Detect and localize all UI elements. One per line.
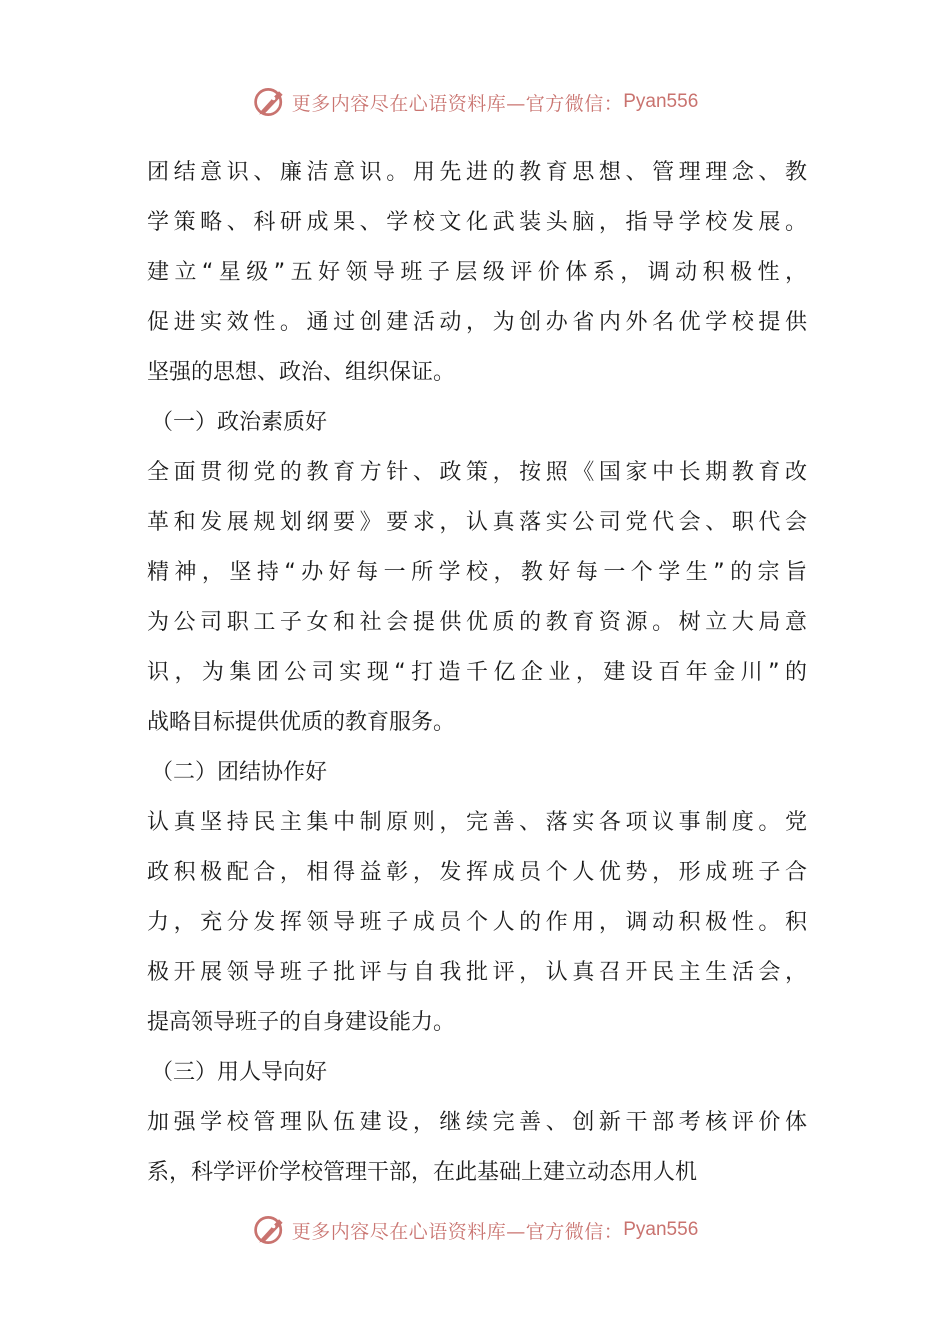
text-line: 系，科学评价学校管理干部，在此基础上建立动态用人机 <box>147 1160 698 1185</box>
text-line: 团结意识、廉洁意识。用先进的教育思想、管理理念、教 <box>147 160 807 185</box>
text-line: 精神，坚持“办好每一所学校，教好每一个学生”的宗旨 <box>147 560 807 585</box>
pen-nib-logo-icon <box>252 84 288 120</box>
heading-line: （一）政治素质好 <box>151 410 328 435</box>
text-line: 政积极配合，相得益彰，发挥成员个人优势，形成班子合 <box>147 860 807 885</box>
text-line: 识，为集团公司实现“打造千亿企业，建设百年金川”的 <box>147 660 807 685</box>
text-line: 战略目标提供优质的教育服务。 <box>147 710 456 735</box>
section-heading <box>147 748 807 798</box>
text-line: 学策略、科研成果、学校文化武装头脑，指导学校发展。 <box>147 210 807 235</box>
section-heading <box>147 398 807 448</box>
document-body <box>147 148 807 1198</box>
text-line: 坚强的思想、政治、组织保证。 <box>147 360 456 385</box>
paragraph <box>147 148 807 398</box>
text-line: 力，充分发挥领导班子成员个人的作用，调动积极性。积 <box>147 910 807 935</box>
text-line: 提高领导班子的自身建设能力。 <box>147 1010 456 1035</box>
text-line: 建立“星级”五好领导班子层级评价体系，调动积极性， <box>147 260 807 285</box>
banner-text: 更多内容尽在心语资料库—官方微信： <box>291 92 624 115</box>
banner-text: 更多内容尽在心语资料库—官方微信： <box>291 1220 624 1243</box>
banner-wechat-handle: Pyan556 <box>623 1219 699 1240</box>
heading-line: （二）团结协作好 <box>151 760 328 785</box>
banner-wechat-handle: Pyan556 <box>623 91 699 112</box>
section-heading <box>147 1048 807 1098</box>
pen-nib-logo-icon <box>252 1212 288 1248</box>
text-line: 全面贯彻党的教育方针、政策，按照《国家中长期教育改 <box>147 460 807 485</box>
paragraph <box>147 448 807 748</box>
text-line: 认真坚持民主集中制原则，完善、落实各项议事制度。党 <box>147 810 807 835</box>
footer-watermark-banner <box>0 1210 950 1250</box>
text-line: 为公司职工子女和社会提供优质的教育资源。树立大局意 <box>147 610 807 635</box>
text-line: 革和发展规划纲要》要求，认真落实公司党代会、职代会 <box>147 510 807 535</box>
text-line: 加强学校管理队伍建设，继续完善、创新干部考核评价体 <box>147 1110 807 1135</box>
header-watermark-banner <box>0 82 950 122</box>
heading-line: （三）用人导向好 <box>151 1060 328 1085</box>
paragraph <box>147 1098 807 1198</box>
text-line: 促进实效性。通过创建活动，为创办省内外名优学校提供 <box>147 310 807 335</box>
paragraph <box>147 798 807 1048</box>
text-line: 极开展领导班子批评与自我批评，认真召开民主生活会， <box>147 960 807 985</box>
